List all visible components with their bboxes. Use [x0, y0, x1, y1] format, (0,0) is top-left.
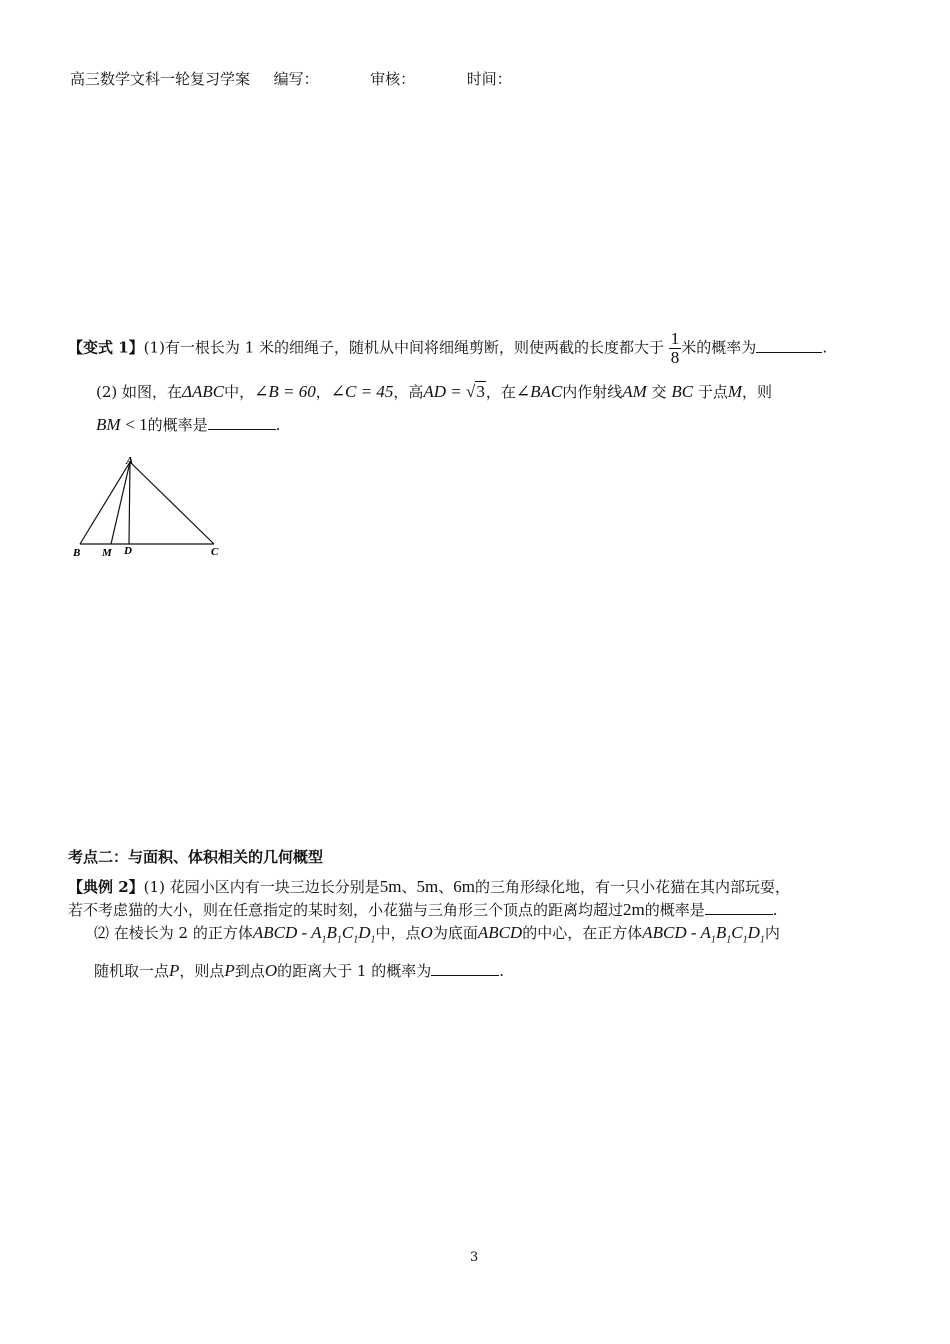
ex2-text-i: 内	[764, 924, 780, 942]
header-time: 时间：	[466, 70, 512, 88]
segment-bm: BM	[96, 415, 121, 434]
p2-text-b: 中，	[224, 383, 255, 401]
fraction-one-eighth	[669, 330, 682, 367]
answer-blank[interactable]	[431, 961, 499, 976]
label-a: A	[126, 455, 134, 467]
variant1-problem2-line2	[96, 414, 280, 436]
p2-text-a: (2) 如图，在	[96, 383, 183, 401]
length-6m: 6m	[453, 877, 475, 896]
less-than-one: < 1	[125, 415, 148, 434]
angle-b: ∠B = 60	[254, 382, 316, 401]
ex2-text-d: 的概率是	[644, 901, 705, 919]
p2-text-c: ，	[315, 383, 331, 401]
point-p: P	[169, 961, 180, 980]
base-abcd: ABCD	[477, 923, 523, 942]
side-ac	[130, 462, 214, 544]
page-header	[70, 68, 512, 89]
label-c: C	[211, 546, 219, 558]
p2-text-i: ，则	[742, 383, 773, 401]
ex2-text-l: 到点	[234, 962, 265, 980]
header-editor: 编写：	[273, 70, 319, 88]
label-m: M	[102, 547, 112, 559]
height-ad: AD =	[423, 382, 466, 401]
header-title: 高三数学文科一轮复习学案	[70, 70, 251, 88]
p2-text-h: 于点	[697, 383, 728, 401]
variant1-tag: 【变式 1】	[68, 338, 144, 357]
point-m: M	[727, 382, 743, 401]
cube-abcd-2: ABCD -	[642, 923, 701, 942]
p2-text-g: 交	[651, 383, 667, 401]
p2-text-j: 的概率是	[147, 416, 208, 434]
angle-c: ∠C = 45	[330, 382, 394, 401]
example2-line1	[68, 876, 790, 898]
section2-heading: 考点二：与面积、体积相关的几何概型	[68, 848, 324, 866]
label-b: B	[73, 547, 81, 559]
triangle-figure	[68, 452, 238, 564]
header-reviewer: 审核：	[370, 70, 416, 88]
fraction-denominator: 8	[670, 348, 680, 367]
length-5m: 5m	[379, 877, 402, 896]
variant1-problem2	[96, 381, 772, 403]
ex2-text-e: ⑵ 在棱长为 2 的正方体	[94, 924, 253, 942]
label-d: D	[124, 545, 132, 557]
variant1-p1-text: (1)有一根长为 1 米的细绳子，随机从中间将细绳剪断，则使两截的长度都大于	[143, 338, 665, 357]
example2-line2	[68, 899, 778, 921]
ex2-text-a: (1) 花园小区内有一块三边长分别是	[143, 878, 380, 896]
cube-abcd: ABCD -	[252, 923, 312, 942]
ex2-text-k: ，则点	[179, 962, 225, 980]
period: .	[772, 901, 778, 919]
sqrt-radicand: 3	[476, 382, 485, 401]
triangle-abc: ΔABC	[182, 382, 225, 401]
answer-blank[interactable]	[208, 415, 276, 430]
height-ad-line	[129, 462, 130, 544]
ex2-text-g: 为底面	[432, 924, 478, 942]
separator: 、	[438, 878, 454, 896]
sqrt-expression: √3	[465, 382, 485, 401]
ray-am-line	[111, 462, 130, 544]
period: .	[822, 338, 828, 357]
period: .	[275, 416, 281, 434]
ray-am: AM	[622, 382, 647, 401]
segment-bc: BC	[671, 382, 694, 401]
ex2-text-b: 的三角形绿化地，有一只小花猫在其内部玩耍，	[474, 878, 790, 896]
point-o: O	[420, 923, 433, 942]
p2-text-f: 内作射线	[562, 383, 623, 401]
ex2-text-m: 的距离大于 1 的概率为	[277, 962, 432, 980]
length-5m-2: 5m	[416, 877, 439, 896]
period: .	[499, 962, 504, 980]
cube-a1b1c1d1: $A_1B_1C_1D_1$	[311, 923, 376, 946]
point-p-2: P	[224, 961, 235, 980]
example2-line4	[94, 960, 504, 982]
example2-line3	[94, 922, 780, 951]
answer-blank[interactable]	[756, 338, 822, 353]
cube-a1b1c1d1-2: $A_1B_1C_1D_1$	[700, 923, 765, 946]
fraction-numerator: 1	[670, 329, 680, 348]
ex2-text-f: 中，点	[375, 924, 421, 942]
variant1-problem1	[68, 330, 827, 367]
angle-bac: ∠BAC	[515, 382, 563, 401]
ex2-text-j: 随机取一点	[94, 962, 170, 980]
point-o-2: O	[264, 961, 278, 980]
page-number: 3	[470, 1250, 479, 1265]
example2-tag: 【典例 2】	[68, 878, 144, 896]
distance-2m: 2m	[623, 900, 645, 919]
variant1-p1-text2: 米的概率为	[681, 338, 757, 357]
side-ab	[80, 462, 130, 544]
p2-text-e: ，在	[485, 383, 516, 401]
ex2-text-h: 的中心，在正方体	[522, 924, 643, 942]
answer-blank[interactable]	[705, 900, 773, 915]
ex2-text-c: 若不考虑猫的大小，则在任意指定的某时刻，小花猫与三角形三个顶点的距离均超过	[68, 901, 624, 919]
separator: 、	[401, 878, 417, 896]
p2-text-d: ，高	[393, 383, 424, 401]
